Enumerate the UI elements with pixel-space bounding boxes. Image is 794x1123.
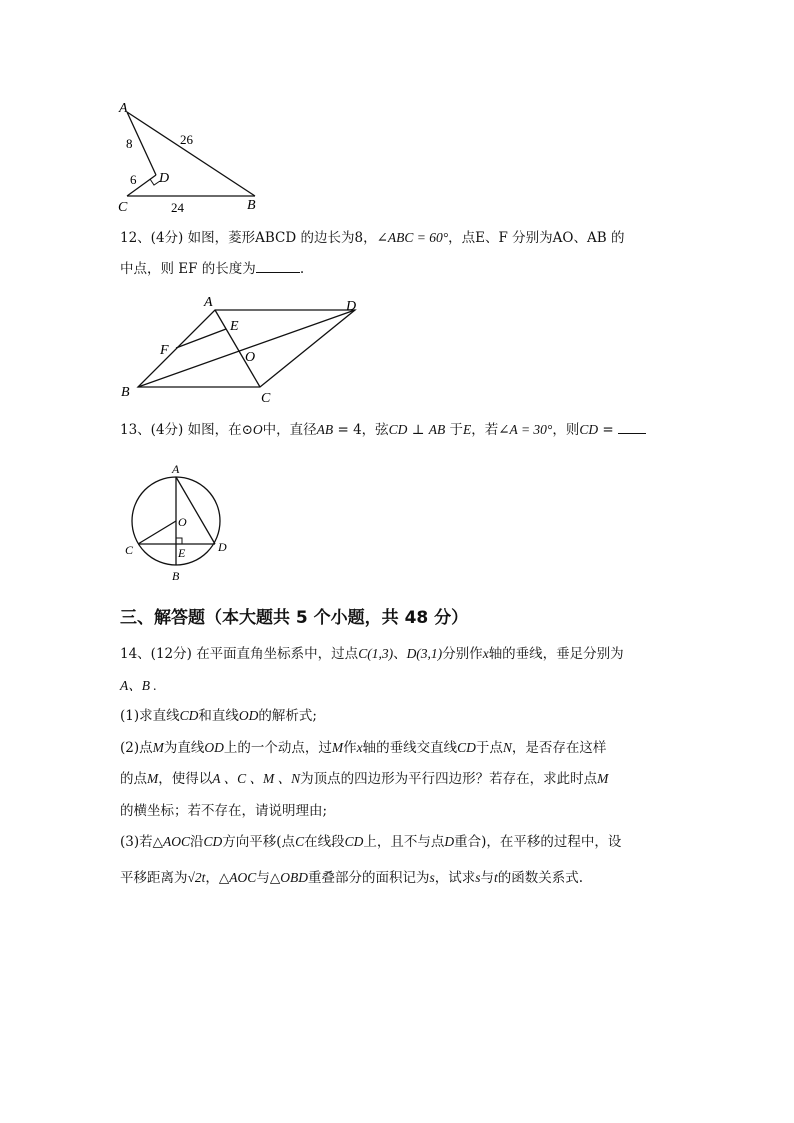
q14-line2: A、B . [120, 678, 157, 693]
q14-part1 [120, 705, 317, 727]
q14-p2l2c: 为顶点的四边形为平行四边形？若存在，求此时点 [300, 771, 598, 787]
q14-p3l2f: 与 [480, 870, 494, 886]
q13-ab: AB [316, 422, 334, 437]
q14-p3d: 在线段 [304, 834, 345, 850]
q14-l1d: 轴的垂线，垂足分别为 [488, 646, 624, 662]
q14-p2l2-m2: M [597, 771, 609, 786]
q14-part3-line1 [120, 831, 621, 853]
q14-part2-line2 [120, 768, 608, 790]
q12-line1 [120, 227, 624, 249]
q14-p2e: 轴的垂线交直线 [362, 740, 458, 756]
q13-eq: = [598, 422, 614, 438]
q14-point-c: C(1,3) [358, 646, 394, 661]
q14-p1-cd: CD [179, 708, 199, 723]
label-o: O [245, 350, 256, 365]
q14-part2-line1 [120, 737, 606, 759]
q14-p3l2d: 重叠部分的面积记为 [307, 870, 430, 886]
diagonal-bd [138, 310, 355, 387]
q14-part3-line2 [120, 867, 583, 889]
q14-p3c: 方向平移(点 [222, 834, 296, 850]
q14-p3-sqrt: √2t [187, 870, 206, 885]
label-a: A [172, 462, 180, 476]
q13-ab2: AB [428, 422, 446, 437]
q14-p2a: (2)点 [120, 740, 153, 756]
answer-blank[interactable] [256, 258, 300, 273]
q14-l1a: 在平面直角坐标系中，过点 [196, 646, 359, 662]
q14-p3-d: D [444, 834, 455, 849]
q13-e: E [463, 422, 472, 437]
q14-p1c: 的解析式; [258, 708, 317, 724]
label-b: B [121, 385, 130, 400]
segment-oc [138, 521, 176, 544]
label-a: A [119, 101, 128, 116]
answer-blank[interactable] [618, 419, 646, 434]
q14-p2l2b: ，使得以 [158, 771, 213, 787]
q14-x: x [482, 646, 489, 661]
label-c: C [125, 543, 134, 557]
label-f: F [160, 343, 169, 358]
q12-number: 12、(4分) [120, 230, 184, 246]
q14-p2b: 为直线 [163, 740, 205, 756]
q14-p2-cd: CD [457, 740, 476, 755]
length-ad: 8 [126, 136, 133, 151]
q14-p3l2b: ， [205, 870, 219, 886]
q14-p3l2a: 平移距离为 [120, 870, 188, 886]
q14-p2-n: N [502, 740, 512, 755]
label-d: D [159, 171, 170, 186]
q14-p2d: 作 [343, 740, 357, 756]
figure-rhombus-abcd [115, 290, 370, 405]
q13-t5: ，若 [471, 422, 499, 438]
q13-eq4: = 4 [333, 422, 362, 438]
label-e: E [230, 319, 239, 334]
q14-p3f: 重合)，在平移的过程中，设 [454, 834, 622, 850]
q14-p3-obd: △OBD [269, 870, 308, 885]
right-angle-mark [176, 538, 182, 544]
q14-part2-line3: 的横坐标；若不存在，请说明理由; [120, 803, 328, 819]
q14-l1c: 分别作 [442, 646, 483, 662]
length-ab: 26 [180, 132, 193, 147]
q13-cd: CD [388, 422, 408, 437]
q14-p2l2-m: M [147, 771, 159, 786]
q14-p3-s2: s [475, 870, 481, 885]
q13-t3: ，弦 [361, 422, 389, 438]
q14-p2l2-points: A 、C 、M 、N [212, 771, 301, 786]
q14-p2-od: OD [204, 740, 224, 755]
q12-line2-text: 中点，则 EF 的长度为 [120, 261, 256, 277]
q14-line1 [120, 643, 624, 665]
q12-text2: ，点E、F 分别为AO、AB 的 [448, 230, 625, 246]
q14-p3-t: t [493, 870, 498, 885]
label-b: B [247, 198, 256, 213]
segment-ef [176, 329, 226, 348]
q14-p3-s: s [429, 870, 435, 885]
q14-p2f: 于点 [475, 740, 503, 756]
label-o: O [178, 515, 187, 529]
q14-p1a: (1)求直线 [120, 708, 180, 724]
q14-p3l2c: 与 [256, 870, 270, 886]
q14-p3-aoc: △AOC [152, 834, 191, 849]
q13-t2: 中，直径 [262, 422, 317, 438]
figure-triangle-abc [110, 98, 270, 216]
q14-p2-x: x [356, 740, 363, 755]
q14-p2c: 上的一个动点，过 [223, 740, 332, 756]
label-d: D [218, 540, 227, 554]
label-a: A [204, 295, 213, 310]
q14-p1-od: OD [238, 708, 259, 723]
q14-p2-m2: M [331, 740, 344, 755]
figure-circle-o [118, 458, 238, 588]
q14-point-d: D(3,1) [406, 646, 443, 661]
q14-p2g: ，是否存在这样 [511, 740, 607, 756]
q14-p3-aoc2: △AOC [218, 870, 257, 885]
q12-text1: 如图，菱形ABCD 的边长为8， [187, 230, 377, 246]
q12-angle: ∠ABC = 60° [376, 230, 449, 245]
q14-p3b: 沿 [190, 834, 204, 850]
section-heading: 三、解答题（本大题共 5 个小题，共 48 分） [120, 608, 469, 628]
q14-p3-c: C [295, 834, 305, 849]
q13-t6: ，则 [552, 422, 580, 438]
q13-circle-symbol: ⊙ [241, 422, 253, 438]
q14-p2l2a: 的点 [120, 771, 147, 787]
q13-number: 13、(4分) [120, 422, 184, 438]
segment-ad [176, 477, 215, 544]
q14-p3a: (3)若 [120, 834, 153, 850]
q12-line2 [120, 258, 304, 280]
q14-p1b: 和直线 [198, 708, 239, 724]
q13-perp: ⊥ [407, 422, 429, 438]
label-e: E [178, 546, 186, 560]
q13-cd2: CD [579, 422, 599, 437]
label-c: C [261, 391, 271, 405]
q14-p3-cd: CD [203, 834, 223, 849]
q13-angle: ∠A = 30° [498, 422, 553, 437]
length-cb: 24 [171, 200, 184, 215]
q14-p3l2e: ，试求 [434, 870, 476, 886]
q14-p2-m: M [152, 740, 164, 755]
q14-p3e: 上，且不与点 [363, 834, 445, 850]
q14-number: 14、(12分) [120, 646, 192, 662]
q13-t1: 如图，在 [187, 422, 242, 438]
q13-t4: 于 [445, 422, 463, 438]
q12-end: . [299, 261, 305, 277]
label-c: C [118, 200, 128, 215]
q13-o: O [252, 422, 263, 437]
q14-l1b: 、 [393, 646, 407, 662]
q13-line [120, 419, 646, 441]
label-b: B [172, 569, 180, 583]
q14-p3-cd2: CD [344, 834, 364, 849]
label-d: D [346, 299, 357, 314]
length-cd: 6 [130, 172, 137, 187]
q14-p3l2g: 的函数关系式. [497, 870, 584, 886]
